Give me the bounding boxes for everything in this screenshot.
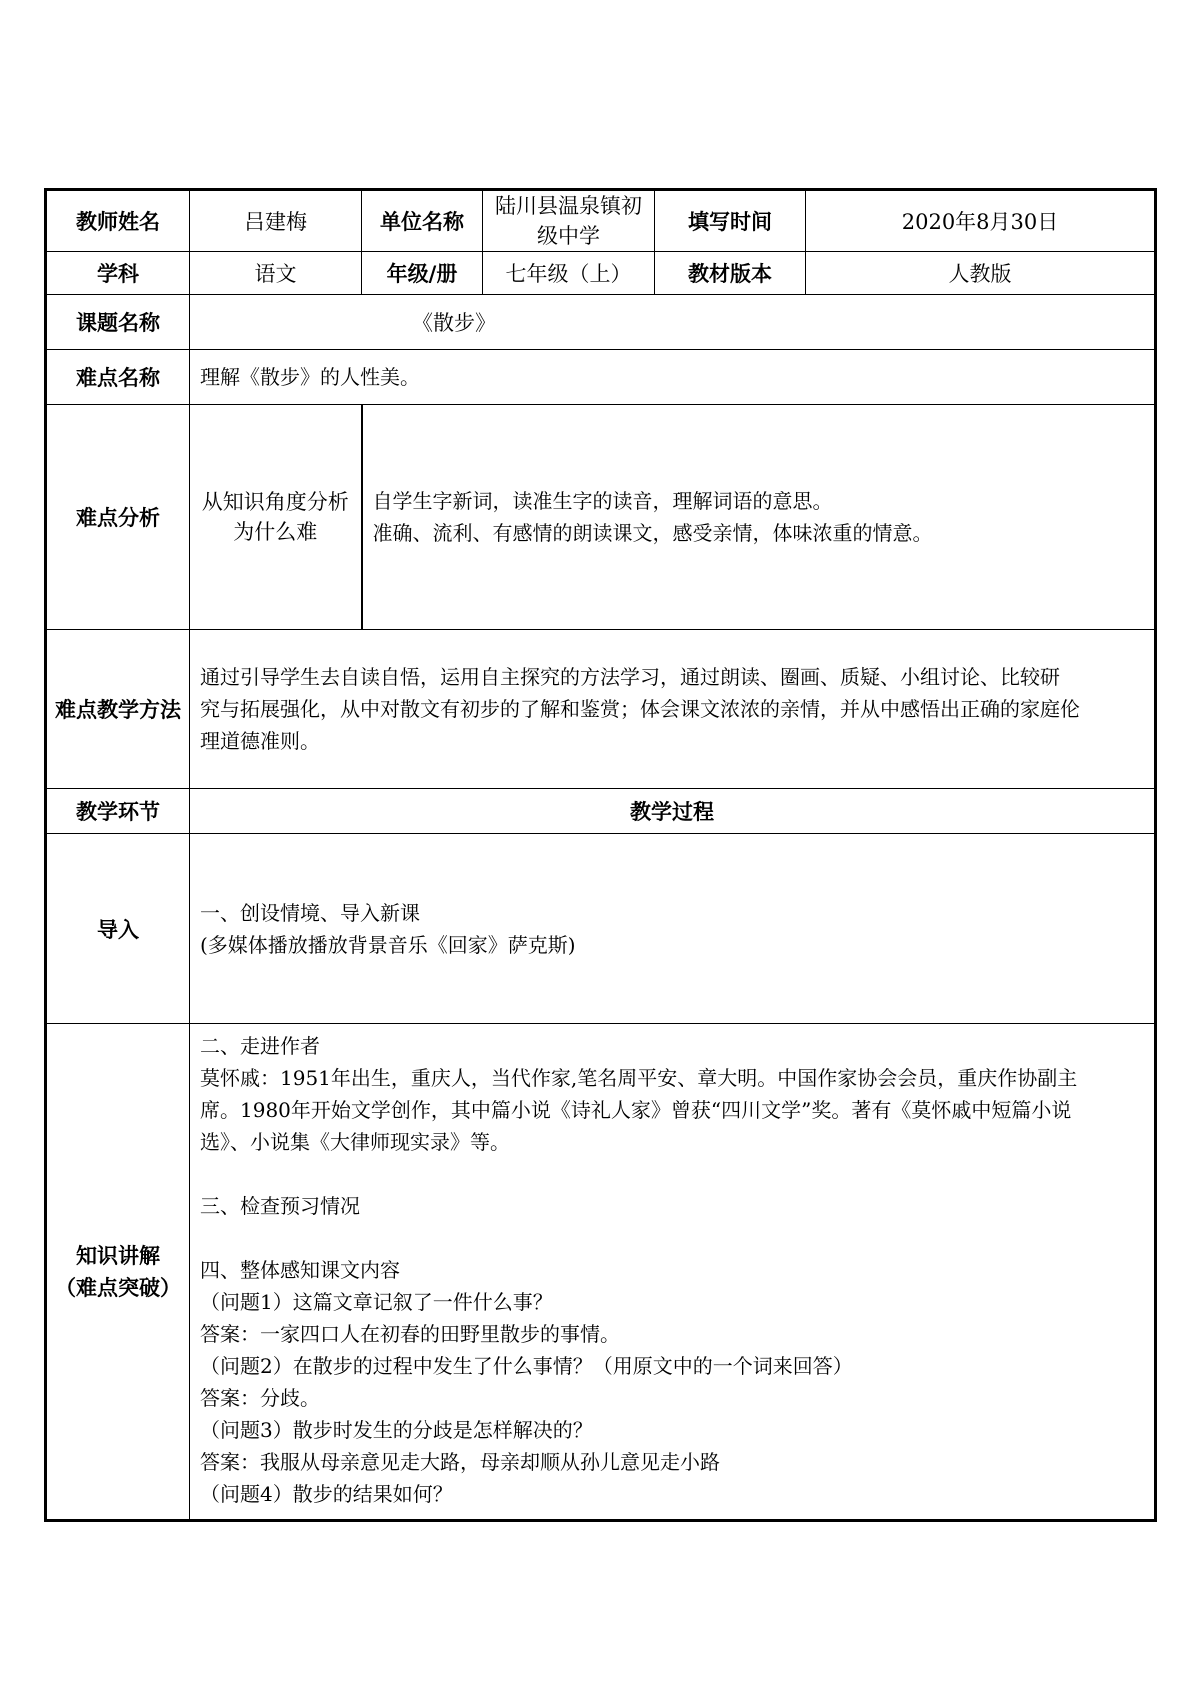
qa-line-5: （问题3）散步时发生的分歧是怎样解决的？ — [200, 1418, 593, 1442]
qa-line-4: 答案：分歧。 — [200, 1386, 320, 1410]
unit-name-value — [483, 190, 655, 252]
analysis-content — [362, 405, 1156, 630]
topic-row — [46, 295, 1156, 350]
edition-value: 人教版 — [806, 252, 1156, 295]
method-line-1: 通过引导学生去自读自悟，运用自主探究的方法学习，通过朗读、圈画、质疑、小组讨论、比较研 — [200, 665, 1060, 689]
topic-label: 课题名称 — [46, 295, 190, 350]
qa-line-1: （问题1）这篇文章记叙了一件什么事？ — [200, 1290, 553, 1314]
analysis-sublabel — [190, 405, 362, 630]
difficulty-value: 理解《散步》的人性美。 — [190, 350, 1156, 405]
grade-value: 七年级（上） — [483, 252, 655, 295]
knowledge-label — [46, 1024, 190, 1521]
method-row — [46, 630, 1156, 789]
lesson-plan-table — [44, 188, 1154, 1522]
fill-date-label: 填写时间 — [655, 190, 806, 252]
analysis-row — [46, 405, 1156, 630]
edition-label: 教材版本 — [655, 252, 806, 295]
author-line-2: 席。1980年开始文学创作，其中篇小说《诗礼人家》曾获“四川文学”奖。著有《莫怀戚中短篇小说 — [200, 1098, 1072, 1122]
knowledge-label-line-2: （难点突破） — [55, 1275, 181, 1300]
process-header-label: 教学过程 — [190, 789, 1156, 834]
method-line-3: 理道德准则。 — [200, 729, 320, 753]
overall-heading: 四、整体感知课文内容 — [200, 1258, 400, 1282]
subject-value: 语文 — [190, 252, 362, 295]
fill-date-value: 2020年8月30日 — [806, 190, 1156, 252]
method-content — [190, 630, 1156, 789]
author-line-1: 莫怀戚：1951年出生，重庆人，当代作家,笔名周平安、章大明。中国作家协会会员，重庆作协副主 — [200, 1066, 1078, 1090]
unit-name-label: 单位名称 — [362, 190, 483, 252]
spacer — [200, 1158, 1144, 1190]
intro-label: 导入 — [46, 834, 190, 1024]
intro-row — [46, 834, 1156, 1024]
difficulty-row — [46, 350, 1156, 405]
analysis-line-2: 准确、流利、有感情的朗读课文，感受亲情，体味浓重的情意。 — [372, 521, 933, 545]
knowledge-row — [46, 1024, 1156, 1521]
lesson-plan-grid — [44, 188, 1157, 1522]
unit-name-line-1: 陆川县温泉镇初 — [495, 194, 642, 218]
process-header-row — [46, 789, 1156, 834]
qa-line-3: （问题2）在散步的过程中发生了什么事情？（用原文中的一个词来回答） — [200, 1354, 853, 1378]
analysis-sublabel-line-2: 为什么难 — [233, 520, 318, 544]
author-heading: 二、走进作者 — [200, 1034, 320, 1058]
subject-label: 学科 — [46, 252, 190, 295]
teacher-name-label: 教师姓名 — [46, 190, 190, 252]
grade-label: 年级/册 — [362, 252, 483, 295]
difficulty-label: 难点名称 — [46, 350, 190, 405]
method-label: 难点教学方法 — [46, 630, 190, 789]
qa-line-2: 答案：一家四口人在初春的田野里散步的事情。 — [200, 1322, 620, 1346]
topic-value: 《散步》 — [190, 295, 1156, 350]
header-row — [46, 190, 1156, 252]
analysis-label: 难点分析 — [46, 405, 190, 630]
author-line-3: 选》、小说集《大律师现实录》等。 — [200, 1130, 510, 1154]
qa-line-6: 答案：我服从母亲意见走大路，母亲却顺从孙儿意见走小路 — [200, 1450, 720, 1474]
preview-heading: 三、检查预习情况 — [200, 1194, 360, 1218]
intro-line-1: 一、创设情境、导入新课 — [200, 900, 420, 925]
spacer — [200, 1222, 1144, 1254]
analysis-line-1: 自学生字新词，读准生字的读音，理解词语的意思。 — [372, 489, 833, 513]
knowledge-content — [190, 1024, 1156, 1521]
knowledge-label-line-1: 知识讲解 — [76, 1243, 160, 1268]
teacher-name-value: 吕建梅 — [190, 190, 362, 252]
unit-name-line-2: 级中学 — [537, 224, 600, 248]
qa-line-7: （问题4）散步的结果如何？ — [200, 1482, 453, 1506]
method-line-2: 究与拓展强化，从中对散文有初步的了解和鉴赏；体会课文浓浓的亲情，并从中感悟出正确的家庭伦 — [200, 697, 1080, 721]
intro-line-2: (多媒体播放播放背景音乐《回家》萨克斯) — [200, 932, 576, 957]
meta-row — [46, 252, 1156, 295]
analysis-sublabel-line-1: 从知识角度分析 — [201, 490, 349, 514]
stage-header-label: 教学环节 — [46, 789, 190, 834]
intro-content — [190, 834, 1156, 1024]
